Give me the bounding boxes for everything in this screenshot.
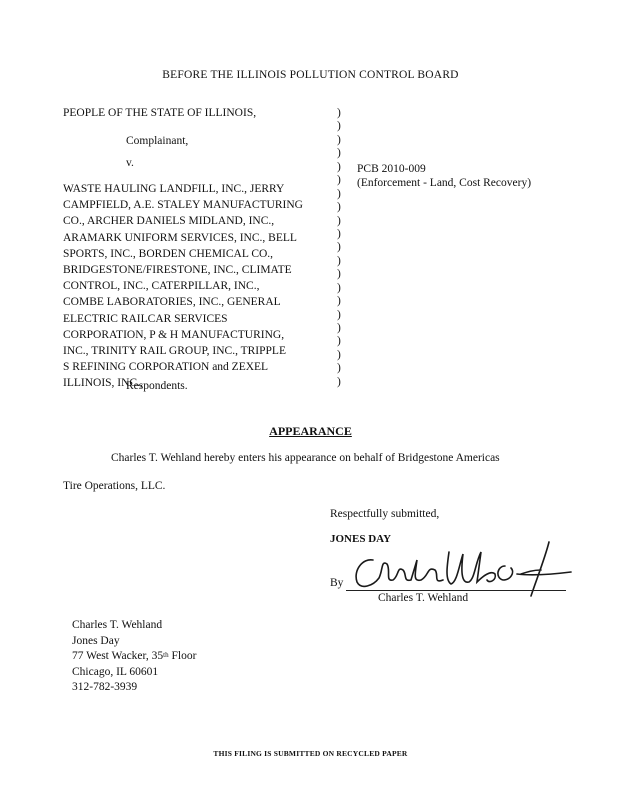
respondent-line: BRIDGESTONE/FIRESTONE, INC., CLIMATE — [63, 264, 292, 277]
paren: ) — [337, 241, 341, 254]
paren: ) — [337, 201, 341, 214]
case-type: (Enforcement - Land, Cost Recovery) — [357, 177, 532, 189]
paren: ) — [337, 227, 341, 240]
respondent-line: CONTROL, INC., CATERPILLAR, INC., — [63, 280, 260, 293]
respondent-line: CAMPFIELD, A.E. STALEY MANUFACTURING — [63, 199, 303, 212]
respondent-line: WASTE HAULING LANDFILL, INC., JERRY — [63, 183, 285, 195]
firm-name: JONES DAY — [330, 533, 392, 545]
case-number: PCB 2010-009 — [357, 163, 426, 175]
paren: ) — [337, 147, 341, 160]
paren: ) — [337, 335, 341, 348]
respondent-line: ARAMARK UNIFORM SERVICES, INC., BELL — [63, 231, 297, 244]
respondents-label: Respondents. — [126, 380, 188, 392]
body-line-1: Charles T. Wehland hereby enters his appearance on behalf of Bridgestone Americas — [111, 452, 500, 464]
address-city: Chicago, IL 60601 — [72, 665, 159, 678]
signature-line — [346, 590, 566, 591]
paren: ) — [337, 133, 341, 146]
paren: ) — [337, 348, 341, 361]
paren: ) — [337, 254, 341, 267]
signer-name: Charles T. Wehland — [378, 592, 469, 604]
respondent-line: CO., ARCHER DANIELS MIDLAND, INC., — [63, 215, 275, 228]
versus-label: v. — [126, 157, 134, 169]
caption-parentheses — [337, 107, 341, 389]
paren: ) — [337, 268, 341, 281]
paren: ) — [337, 308, 341, 321]
paren: ) — [337, 281, 341, 294]
attorney-address — [72, 618, 196, 696]
respondent-line: INC., TRINITY RAIL GROUP, INC., TRIPPLE — [63, 345, 286, 358]
address-phone: 312-782-3939 — [72, 681, 138, 693]
paren: ) — [337, 214, 341, 227]
respondent-line: CORPORATION, P & H MANUFACTURING, — [63, 328, 285, 341]
by-label: By — [330, 577, 344, 589]
complainant-label: Complainant, — [126, 135, 189, 147]
street-ordinal: th — [163, 651, 169, 659]
paren: ) — [337, 375, 341, 388]
respondent-line: ILLINOIS, INC., — [63, 377, 143, 390]
respondent-line: S REFINING CORPORATION and ZEXEL — [63, 361, 269, 374]
address-firm: Jones Day — [72, 634, 120, 647]
paren: ) — [337, 160, 341, 173]
body-line-2: Tire Operations, LLC. — [63, 480, 166, 492]
paren: ) — [337, 120, 341, 133]
closing-text: Respectfully submitted, — [330, 508, 440, 520]
street-prefix: 77 West Wacker, 35 — [72, 650, 164, 662]
respondent-line: ELECTRIC RAILCAR SERVICES — [63, 312, 228, 325]
paren: ) — [337, 107, 341, 119]
paren: ) — [337, 322, 341, 334]
respondent-line: SPORTS, INC., BORDEN CHEMICAL CO., — [63, 247, 274, 260]
paren: ) — [337, 187, 341, 200]
plaintiff-name: PEOPLE OF THE STATE OF ILLINOIS, — [63, 107, 257, 119]
respondents-list — [63, 181, 303, 392]
address-name: Charles T. Wehland — [72, 619, 163, 631]
respondent-line: COMBE LABORATORIES, INC., GENERAL — [63, 296, 281, 309]
court-heading: BEFORE THE ILLINOIS POLLUTION CONTROL BOARD — [162, 69, 459, 81]
street-suffix: Floor — [168, 650, 197, 662]
footer-note: THIS FILING IS SUBMITTED ON RECYCLED PAPER — [213, 749, 408, 758]
paren: ) — [337, 362, 341, 375]
address-street — [72, 649, 196, 665]
paren: ) — [337, 174, 341, 187]
document-title: APPEARANCE — [269, 424, 352, 438]
paren: ) — [337, 295, 341, 308]
